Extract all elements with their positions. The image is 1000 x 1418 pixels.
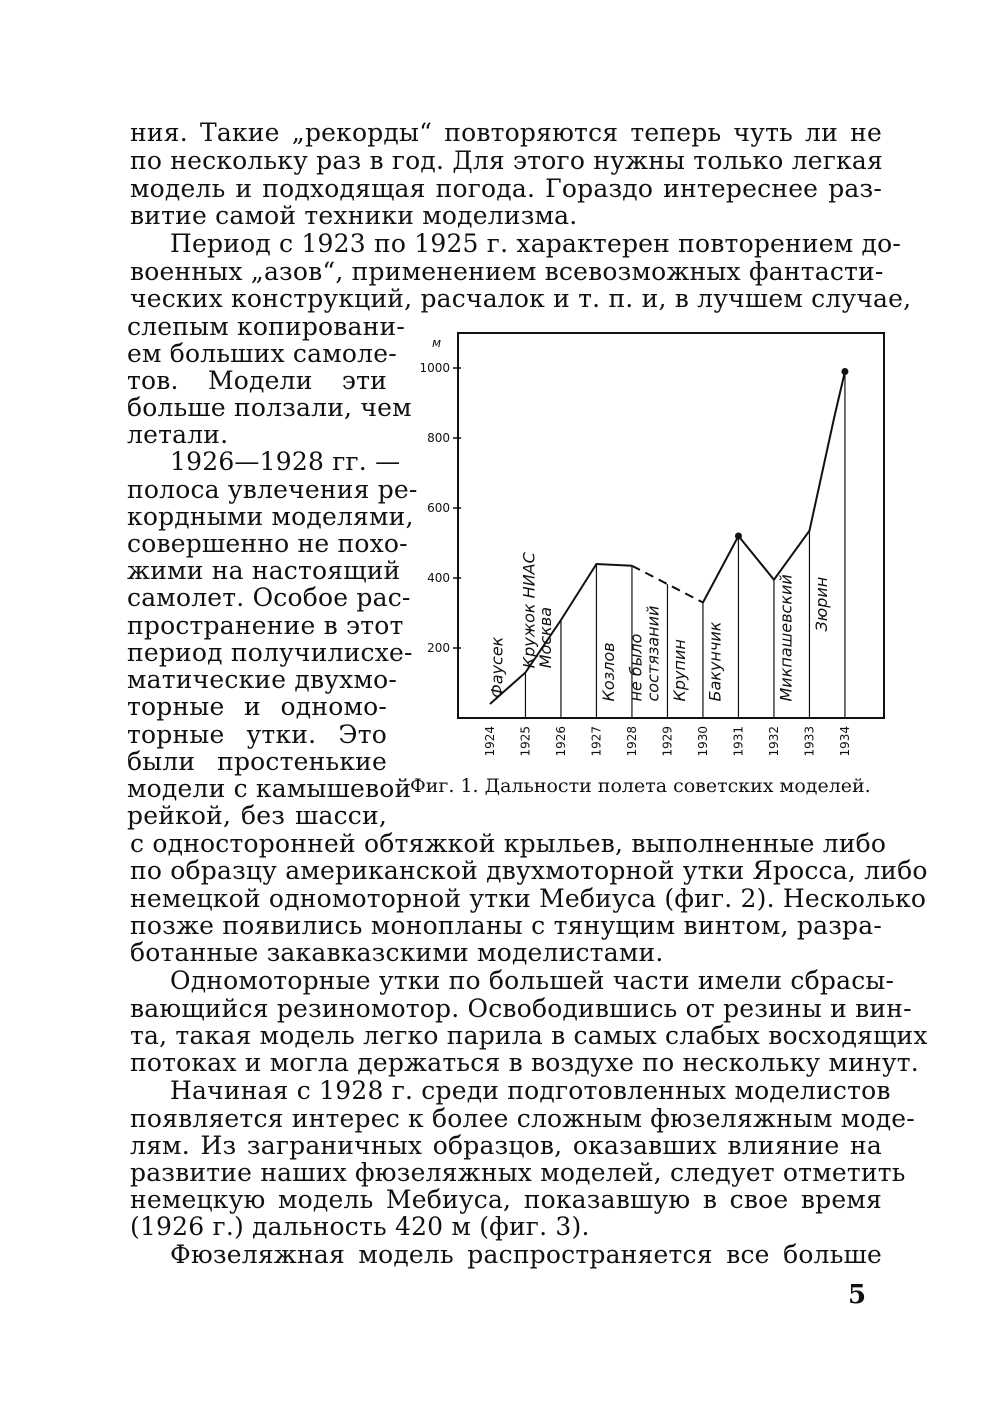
text-line: Фюзеляжная модель распространяется все больше bbox=[170, 1240, 882, 1269]
y-tick-label: 400 bbox=[427, 571, 450, 585]
model-name-annotation: состязаний bbox=[643, 605, 663, 702]
text-line: немецкой одномоторной утки Мебиуса (фиг. 2). Несколько bbox=[130, 884, 927, 913]
y-tick-label: 200 bbox=[427, 641, 450, 655]
text-line: слепым копировани- bbox=[127, 312, 406, 341]
range-series-line bbox=[703, 372, 845, 603]
text-line: модель и подходящая погода. Гораздо интереснее раз- bbox=[130, 174, 882, 203]
text-line: жими на настоящий bbox=[127, 556, 401, 585]
text-line: тов. Модели эти bbox=[127, 366, 387, 395]
range-chart bbox=[400, 325, 890, 770]
text-line: летали. bbox=[127, 420, 229, 449]
text-line: та, такая модель легко парила в самых слабых восходящих bbox=[130, 1021, 928, 1050]
text-line: Период с 1923 по 1925 г. характерен повторением до- bbox=[170, 229, 902, 258]
text-line: лям. Из заграничных образцов, оказавших влияние на bbox=[130, 1131, 882, 1160]
model-name-annotation: не было bbox=[626, 633, 646, 702]
text-line: модели с камышевой bbox=[127, 774, 412, 803]
y-tick-label: 1000 bbox=[419, 361, 450, 375]
text-line: 1926—1928 гг. — bbox=[170, 447, 401, 476]
text-line: развитие наших фюзеляжных моделей, следует отметить bbox=[130, 1158, 906, 1187]
x-tick-label: 1934 bbox=[837, 726, 852, 757]
model-name-annotation: Крупин bbox=[670, 639, 690, 702]
text-line: торные утки. Это bbox=[127, 720, 387, 749]
y-tick-label: 800 bbox=[427, 431, 450, 445]
text-line: Начиная с 1928 г. среди подготовленных моделистов bbox=[170, 1076, 891, 1105]
figure-caption: Фиг. 1. Дальности полета советских моделей. bbox=[410, 775, 871, 797]
data-point bbox=[841, 368, 848, 375]
text-line: немецкую модель Мебиуса, показавшую в свое время bbox=[130, 1185, 882, 1214]
x-tick-label: 1933 bbox=[802, 726, 817, 757]
x-tick-label: 1930 bbox=[695, 726, 710, 757]
x-tick-label: 1932 bbox=[766, 726, 781, 757]
text-line: совершенно не похо- bbox=[127, 529, 408, 558]
model-name-annotation: Бакунчик bbox=[705, 621, 725, 702]
x-tick-label: 1925 bbox=[518, 726, 533, 757]
text-line: ем больших самоле- bbox=[127, 339, 397, 368]
text-line: торные и одномо- bbox=[127, 692, 387, 721]
model-name-annotation: Фаусек bbox=[487, 636, 507, 698]
model-name-annotation: Козлов bbox=[599, 642, 619, 702]
text-line: (1926 г.) дальность 420 м (фиг. 3). bbox=[130, 1212, 590, 1241]
y-tick-label: 600 bbox=[427, 501, 450, 515]
text-line: вающийся резиномотор. Освободившись от резины и вин- bbox=[130, 994, 912, 1023]
text-line: позже появились монопланы с тянущим винтом, разра- bbox=[130, 911, 882, 940]
x-tick-label: 1928 bbox=[624, 726, 639, 757]
x-tick-label: 1924 bbox=[482, 726, 497, 757]
text-line: полоса увлечения ре- bbox=[127, 475, 418, 504]
text-line: с односторонней обтяжкой крыльев, выполненные либо bbox=[130, 829, 887, 858]
text-line: ческих конструкций, расчалок и т. п. и, в лучшем случае, bbox=[130, 284, 912, 313]
text-line: рейкой, без шасси, bbox=[127, 801, 387, 830]
x-tick-label: 1931 bbox=[731, 726, 746, 757]
model-name-annotation: Микпашевский bbox=[776, 574, 796, 702]
model-name-annotation: Зюрин bbox=[812, 576, 832, 632]
text-line: военных „азов“, применением всевозможных фантасти- bbox=[130, 257, 884, 286]
model-name-annotation: Кружок НИАС bbox=[519, 552, 539, 669]
text-line: потоках и могла держаться в воздухе по нескольку минут. bbox=[130, 1048, 919, 1077]
data-point bbox=[735, 533, 742, 540]
text-line: по образцу американской двухмоторной утки Яросса, либо bbox=[130, 856, 928, 885]
text-line: кордными моделями, bbox=[127, 502, 414, 531]
text-line: были простенькие bbox=[127, 747, 387, 776]
page-number: 5 bbox=[848, 1280, 867, 1310]
text-line: ботанные закавказскими моделистами. bbox=[130, 938, 664, 967]
x-tick-label: 1926 bbox=[553, 726, 568, 757]
x-tick-label: 1929 bbox=[660, 726, 675, 757]
text-line: появляется интерес к более сложным фюзеляжным моде- bbox=[130, 1104, 915, 1133]
text-line: ния. Такие „рекорды“ повторяются теперь чуть ли не bbox=[130, 118, 882, 147]
y-unit-label: м bbox=[432, 336, 442, 350]
x-tick-label: 1927 bbox=[589, 726, 604, 757]
text-line: по нескольку раз в год. Для этого нужны только легкая bbox=[130, 146, 883, 175]
text-line: пространение в этот bbox=[127, 611, 404, 640]
model-name-annotation: Москва bbox=[536, 606, 556, 669]
text-line: больше ползали, чем bbox=[127, 393, 412, 422]
text-line: самолет. Особое рас- bbox=[127, 583, 411, 612]
text-line: период получилисхе- bbox=[127, 638, 413, 667]
text-line: витие самой техники моделизма. bbox=[130, 201, 578, 230]
text-line: матические двухмо- bbox=[127, 665, 398, 694]
text-line: Одномоторные утки по большей части имели сбрасы- bbox=[170, 966, 895, 995]
